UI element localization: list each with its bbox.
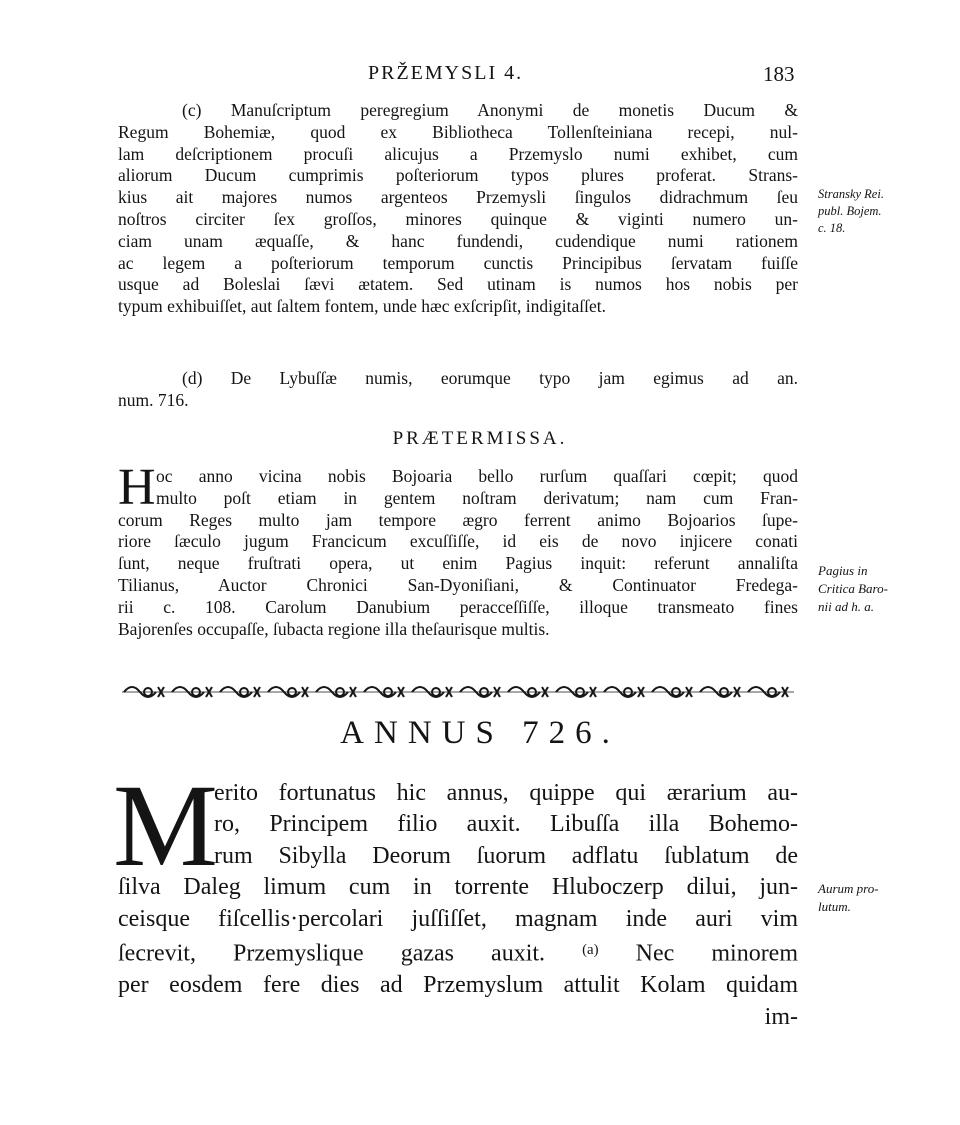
paragraph-text: ſecrevit, Przemyslique gazas auxit. (118, 940, 546, 967)
paragraph-line-with-ref (118, 935, 798, 970)
paragraph-text: Nec minorem (635, 940, 799, 967)
footnote-line: Regum Bohemiæ, quod ex Bibliotheca Tollenſteiniana recepi, nul- (118, 121, 798, 142)
paragraph-line: Tilianus, Auctor Chronici San-Dyoniſiani, & Continuator Fredega- (118, 574, 798, 595)
praetermissa-paragraph (118, 459, 798, 640)
footnote-line: usque ad Boleslai ſævi ætatem. Sed utinam is numos hos nobis per (118, 274, 798, 295)
margin-note-line: publ. Bojem. (818, 204, 882, 218)
footnote-line: ac legem a poſteriorum temporum cunctis Principibus ſervatam fuiſſe (118, 252, 798, 273)
footnote-line: (d) De Lybuſſæ numis, eorumque typo jam egimus ad an. (182, 368, 798, 388)
drop-cap-m: M (113, 760, 218, 891)
margin-note-line: Critica Baro- (818, 581, 888, 596)
margin-note-line: Aurum pro- (818, 881, 879, 896)
margin-note-line: Stransky Rei. (818, 187, 884, 201)
paragraph-line: ſilva Daleg limum cum in torrente Hluboczerp dilui, jun- (118, 874, 798, 901)
margin-note-aurum (818, 880, 918, 916)
footnote-line: lam deſcriptionem procuſi alicujus a Przemyslo numi exhibet, cum (118, 143, 798, 164)
margin-note-line: nii ad h. a. (818, 599, 874, 614)
running-title: PRŽEMYSLI 4. (368, 62, 524, 84)
paragraph-line: multo poſt etiam in gentem noſtram derivatum; nam cum Fran- (156, 487, 798, 508)
paragraph-line: oc anno vicina nobis Bojoaria bello rurſum quaſſari cœpit; quod (156, 466, 798, 486)
footnote-line: aliorum Ducum cumprimis poſteriorum typos plures proferat. Strans- (118, 165, 798, 186)
footnote-line: noſtros circiter ſex groſſos, minores quinque & viginti numero un- (118, 208, 798, 229)
paragraph-line: Bajorenſes occupaſſe, ſubacta regione illa theſaurisque multis. (118, 618, 550, 639)
margin-note-line: lutum. (818, 899, 851, 914)
paragraph-line: rii c. 108. Carolum Danubium peracceſſiſſe, illoque transmeato fines (118, 596, 798, 617)
paragraph-line: per eosdem fere dies ad Przemyslum attulit Kolam quidam (118, 972, 798, 999)
footnote-line: kius ait majores numos argenteos Przemysli ſingulos didrachmum ſeu (118, 187, 798, 208)
paragraph-line: ceisque fiſcellis·percolari juſſiſſet, magnam inde auri vim (118, 905, 798, 932)
footnote-line: typum exhibuiſſet, aut ſaltem fontem, unde hæc exſcripſit, indigitaſſet. (118, 296, 606, 317)
annus-paragraph (118, 778, 798, 1033)
margin-note-stransky (818, 186, 918, 237)
ornament-band (118, 681, 798, 703)
year-heading: ANNUS 726. (340, 715, 620, 751)
paragraph-line: ro, Principem filio auxit. Libuſſa illa Bohemo- (214, 811, 798, 838)
paragraph-line: rum Sibylla Deorum ſuorum adflatu ſublatum de (214, 842, 798, 869)
paragraph-line: riore ſæculo jugum Francicum excuſſiſſe, id eis de novo injicere conati (118, 531, 798, 552)
footnote-d (118, 368, 798, 412)
footnote-line: num. 716. (118, 389, 189, 410)
footnote-line: (c) Manuſcriptum peregregium Anonymi de monetis Ducum & (182, 100, 798, 120)
paragraph-line: ſunt, neque fruſtrati opera, ut enim Pagius inquit: referunt annaliſta (118, 553, 798, 574)
margin-note-line: Pagius in (818, 563, 868, 578)
footnote-c (118, 100, 798, 318)
section-heading-praetermissa: PRÆTERMISSA. (392, 428, 568, 449)
paragraph-line: erito fortunatus hic annus, quippe qui ærarium au- (214, 780, 798, 806)
margin-note-pagius (818, 562, 918, 616)
footnote-line: ciam unam æquaſſe, & hanc fundendi, cudendique numi rationem (118, 230, 798, 251)
page-number: 183 (763, 62, 795, 86)
catchword: im- (764, 1003, 798, 1030)
paragraph-line: corum Reges multo jam tempore ægro ferrent animo Bojoarios ſupe- (118, 509, 798, 530)
drop-cap-h: H (118, 459, 156, 516)
running-head (0, 62, 960, 92)
footnote-ref-a: (a) (582, 942, 599, 959)
margin-note-line: c. 18. (818, 221, 846, 235)
